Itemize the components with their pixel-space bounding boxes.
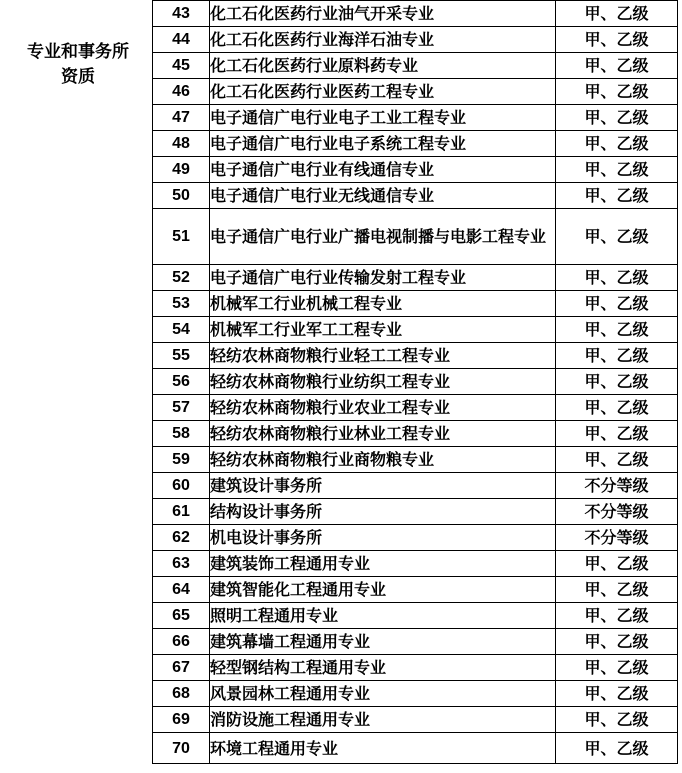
qualification-name: 化工石化医药行业医药工程专业 [210,79,556,105]
row-number: 54 [153,317,210,343]
table-row [153,395,678,421]
table-row [153,499,678,525]
table-row [153,343,678,369]
row-number: 65 [153,603,210,629]
table-row [153,577,678,603]
row-number: 60 [153,473,210,499]
table-row [153,265,678,291]
qualification-grade: 甲、乙级 [556,343,678,369]
qualification-grade: 甲、乙级 [556,53,678,79]
qualification-name: 建筑装饰工程通用专业 [210,551,556,577]
qualification-grade: 甲、乙级 [556,551,678,577]
qualification-grade: 甲、乙级 [556,291,678,317]
qualification-grade: 不分等级 [556,525,678,551]
qualification-grade: 甲、乙级 [556,79,678,105]
row-number: 61 [153,499,210,525]
table-row [153,1,678,27]
qualification-name: 风景园林工程通用专业 [210,681,556,707]
table-row [153,79,678,105]
category-label-line1: 专业和事务所 [27,42,129,62]
qualification-name: 消防设施工程通用专业 [210,707,556,733]
row-number: 48 [153,131,210,157]
qualification-grade: 甲、乙级 [556,603,678,629]
qualification-name: 轻型钢结构工程通用专业 [210,655,556,681]
qualification-name: 电子通信广电行业电子工业工程专业 [210,105,556,131]
qualification-name: 轻纺农林商物粮行业商物粮专业 [210,447,556,473]
qualification-grade: 甲、乙级 [556,317,678,343]
category-label-line2: 资质 [61,67,95,87]
qualification-grade: 不分等级 [556,473,678,499]
qualification-grade: 甲、乙级 [556,183,678,209]
table-row [153,629,678,655]
qualification-name: 结构设计事务所 [210,499,556,525]
row-number: 57 [153,395,210,421]
row-number: 45 [153,53,210,79]
row-number: 50 [153,183,210,209]
row-number: 56 [153,369,210,395]
table-row [153,551,678,577]
qualification-name: 化工石化医药行业海洋石油专业 [210,27,556,53]
table-row [153,317,678,343]
qualification-name: 轻纺农林商物粮行业纺织工程专业 [210,369,556,395]
row-number: 53 [153,291,210,317]
table-row [153,473,678,499]
qualification-grade: 不分等级 [556,499,678,525]
qualification-name: 轻纺农林商物粮行业轻工工程专业 [210,343,556,369]
table-row [153,369,678,395]
qualification-grade: 甲、乙级 [556,131,678,157]
qualification-name: 机电设计事务所 [210,525,556,551]
qualification-grade: 甲、乙级 [556,105,678,131]
qualification-grade: 甲、乙级 [556,577,678,603]
row-number: 49 [153,157,210,183]
qualification-name: 环境工程通用专业 [210,733,556,764]
table-row [153,157,678,183]
row-number: 63 [153,551,210,577]
qualification-name: 化工石化医药行业油气开采专业 [210,1,556,27]
row-number: 68 [153,681,210,707]
table-row [153,105,678,131]
table-row [153,183,678,209]
qualification-grade: 甲、乙级 [556,209,678,265]
table-row [153,447,678,473]
qualification-name: 电子通信广电行业传输发射工程专业 [210,265,556,291]
row-number: 66 [153,629,210,655]
row-number: 69 [153,707,210,733]
qualification-grade: 甲、乙级 [556,681,678,707]
qualification-name: 机械军工行业机械工程专业 [210,291,556,317]
qualification-name: 轻纺农林商物粮行业农业工程专业 [210,395,556,421]
qualification-name: 电子通信广电行业电子系统工程专业 [210,131,556,157]
qualification-grade: 甲、乙级 [556,395,678,421]
row-number: 67 [153,655,210,681]
row-number: 52 [153,265,210,291]
row-number: 62 [153,525,210,551]
row-number: 55 [153,343,210,369]
row-number: 58 [153,421,210,447]
table-row [153,681,678,707]
table-row [153,27,678,53]
qualification-grade: 甲、乙级 [556,733,678,764]
qualification-grade: 甲、乙级 [556,369,678,395]
table-row [153,733,678,764]
qualification-grade: 甲、乙级 [556,265,678,291]
table-row [153,131,678,157]
row-number: 47 [153,105,210,131]
row-number: 64 [153,577,210,603]
qualification-name: 电子通信广电行业无线通信专业 [210,183,556,209]
table-row [153,209,678,265]
qualification-name: 机械军工行业军工工程专业 [210,317,556,343]
qualification-grade: 甲、乙级 [556,707,678,733]
row-number: 43 [153,1,210,27]
row-number: 46 [153,79,210,105]
row-number: 59 [153,447,210,473]
qualification-grade: 甲、乙级 [556,1,678,27]
qualification-name: 化工石化医药行业原料药专业 [210,53,556,79]
qualification-name: 电子通信广电行业广播电视制播与电影工程专业 [210,209,556,265]
table-row [153,603,678,629]
qualification-grade: 甲、乙级 [556,27,678,53]
qualification-grade: 甲、乙级 [556,655,678,681]
qualification-table [152,0,678,764]
row-number: 44 [153,27,210,53]
qualification-grade: 甲、乙级 [556,157,678,183]
qualification-name: 建筑设计事务所 [210,473,556,499]
table-row [153,655,678,681]
qualification-name: 照明工程通用专业 [210,603,556,629]
row-number: 70 [153,733,210,764]
qualification-grade: 甲、乙级 [556,629,678,655]
qualification-grade: 甲、乙级 [556,421,678,447]
qualification-name: 建筑幕墙工程通用专业 [210,629,556,655]
table-row [153,525,678,551]
table-row [153,421,678,447]
qualification-name: 建筑智能化工程通用专业 [210,577,556,603]
qualification-table-body [153,1,678,764]
qualification-grade: 甲、乙级 [556,447,678,473]
row-number: 51 [153,209,210,265]
category-label [4,40,152,90]
table-row [153,53,678,79]
table-row [153,291,678,317]
qualification-name: 电子通信广电行业有线通信专业 [210,157,556,183]
table-row [153,707,678,733]
qualification-name: 轻纺农林商物粮行业林业工程专业 [210,421,556,447]
